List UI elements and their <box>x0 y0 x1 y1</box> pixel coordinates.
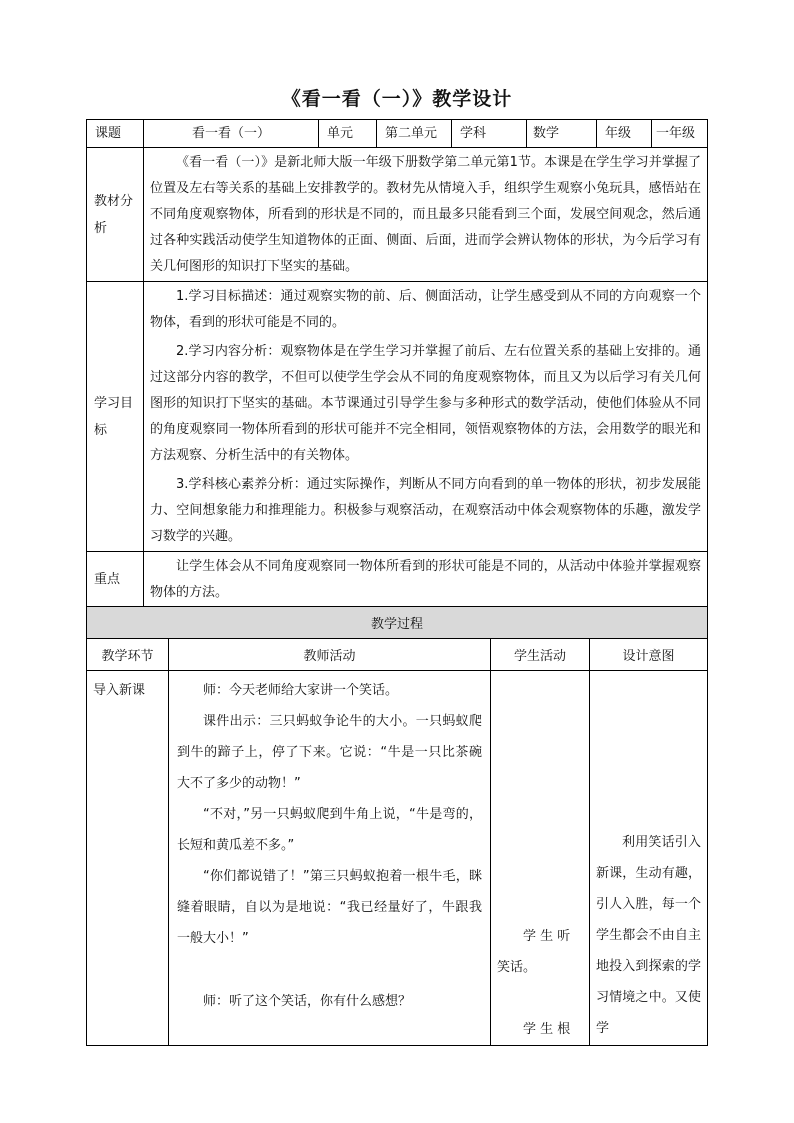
key-point-text: 让学生体会从不同角度观察同一物体所看到的形状可能是不同的，从活动中体验并掌握观察物体的方法。 <box>144 552 708 608</box>
col-teacher: 教师活动 <box>169 639 491 671</box>
subject-value: 数学 <box>527 120 597 148</box>
stage-cell: 导入新课 <box>87 671 169 1046</box>
process-section-row <box>87 607 708 639</box>
subject-label: 学科 <box>452 120 527 148</box>
teacher-cell <box>169 671 491 1046</box>
teacher-line: “不对，”另一只蚂蚁爬到牛角上说，“牛是弯的，长短和黄瓜差不多。” <box>177 807 482 853</box>
grade-value: 一年级 <box>652 120 708 148</box>
teacher-line: 课件出示：三只蚂蚁争论牛的大小。一只蚂蚁爬到牛的蹄子上，停了下来。它说：“牛是一只比茶碗大不了多少的动物！” <box>177 714 482 791</box>
topic-label: 课题 <box>87 120 144 148</box>
page-title: 《看一看（一）》教学设计 <box>281 88 513 110</box>
intent-cell <box>590 671 708 1046</box>
process-row-intro <box>87 671 708 1046</box>
col-intent: 设计意图 <box>590 639 708 671</box>
analysis-row <box>87 148 708 282</box>
student-line: 学 生 根 <box>523 1022 571 1037</box>
analysis-label: 教材分析 <box>87 148 144 282</box>
goals-cell <box>144 282 708 552</box>
unit-value: 第二单元 <box>377 120 452 148</box>
col-student: 学生活动 <box>491 639 590 671</box>
header-row <box>87 120 708 148</box>
teacher-line: 师：今天老师给大家讲一个笑话。 <box>203 683 399 698</box>
process-section-title: 教学过程 <box>87 607 708 639</box>
key-point-row <box>87 552 708 608</box>
goal-item: 1.学习目标描述：通过观察实物的前、后、侧面活动，让学生感受到从不同的方向观察一个物体，看到的形状可能是不同的。 <box>150 289 701 330</box>
teacher-line: “你们都说错了！”第三只蚂蚁抱着一根牛毛，眯缝着眼睛，自以为是地说：“我已经量好了，牛跟我一般大小！” <box>177 869 482 946</box>
process-table <box>86 606 708 1046</box>
goals-row <box>87 282 708 552</box>
process-column-header <box>87 639 708 671</box>
unit-label: 单元 <box>319 120 377 148</box>
topic-value: 看一看（一） <box>144 120 319 148</box>
goal-item: 2.学习内容分析：观察物体是在学生学习并掌握了前后、左右位置关系的基础上安排的。通过这部分内容的教学，不但可以使学生学会从不同的角度观察物体，而且又为以后学习有关几何图形的知识打下坚实的基础。本节课通过引导学生参与多种形式的数学活动，使他们体验从不同的角度观察同一物体所看到的形状可能并不完全相同，领悟观察物体的方法，会用数学的眼光和方法观察、分析生活中的有关物体。 <box>150 344 701 463</box>
overview-table <box>86 119 708 636</box>
goal-item: 3.学科核心素养分析：通过实际操作，判断从不同方向看到的单一物体的形状，初步发展能力、空间想象能力和推理能力。积极参与观察活动，在观察活动中体会观察物体的乐趣，激发学习数学的兴趣。 <box>150 477 701 544</box>
key-point-label: 重点 <box>87 552 144 608</box>
goals-label: 学习目标 <box>87 282 144 552</box>
student-cell <box>491 671 590 1046</box>
teacher-line: 师：听了这个笑话，你有什么感想？ <box>203 994 412 1009</box>
col-stage: 教学环节 <box>87 639 169 671</box>
student-line: 学 生 听 笑话。 <box>497 929 571 975</box>
analysis-text: 《看一看（一）》是新北师大版一年级下册数学第二单元第1节。本课是在学生学习并掌握了位置及左右等关系的基础上安排教学的。教材先从情境入手，组织学生观察小兔玩具，感悟站在不同角度观察物体，所看到的形状是不同的，而且最多只能看到三个面，发展空间观念，然后通过各种实践活动使学生知道物体的正面、侧面、后面，进而学会辨认物体的形状，为今后学习有关几何图形的知识打下坚实的基础。 <box>144 148 708 282</box>
intent-text: 利用笑话引入新课，生动有趣，引人入胜，每一个学生都会不由自主地投入到探索的学习情境之中。又使学 <box>596 835 702 1036</box>
grade-label: 年级 <box>597 120 652 148</box>
